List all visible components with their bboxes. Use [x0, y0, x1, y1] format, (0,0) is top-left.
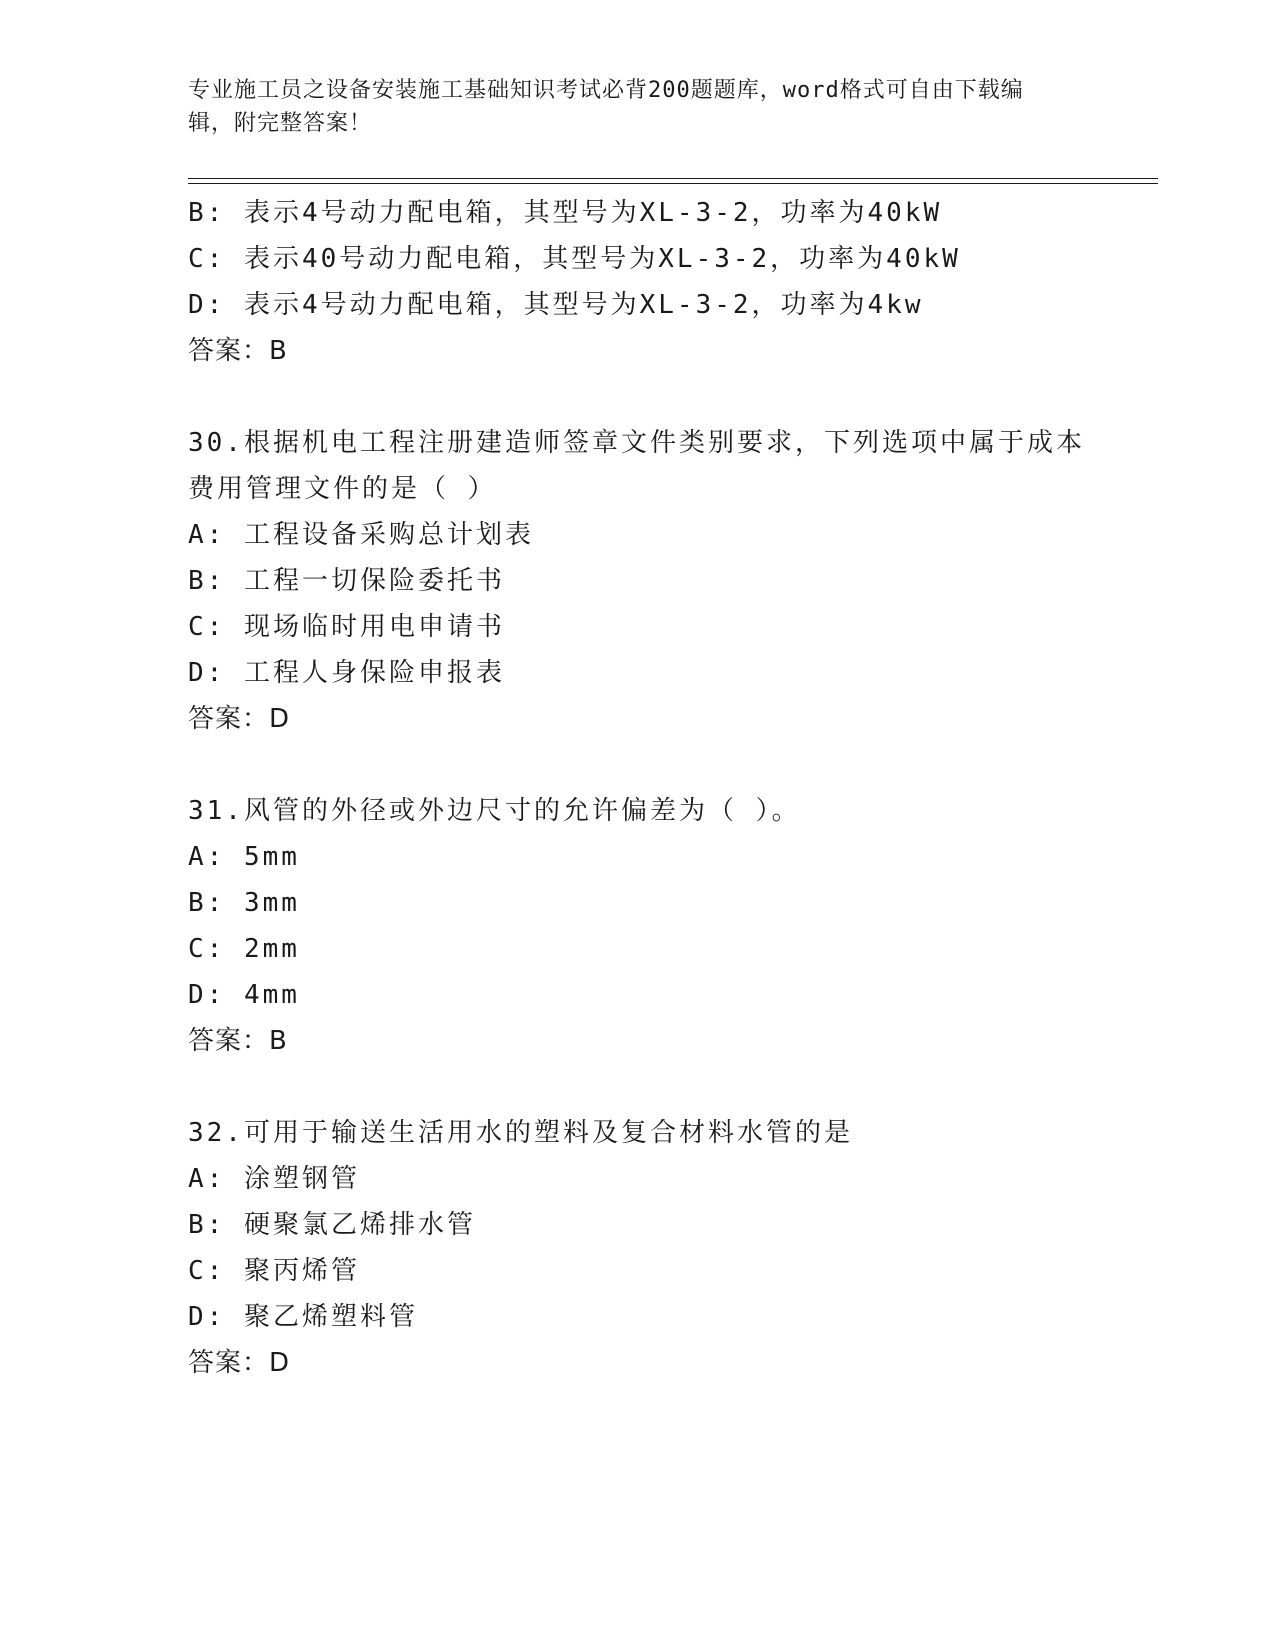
document-header: 专业施工员之设备安装施工基础知识考试必背200题题库，word格式可自由下载编辑，附完整答案！ — [188, 78, 1024, 136]
option-c: C: 2mm — [188, 934, 300, 964]
answer-line: 答案：B — [188, 336, 288, 366]
option-c: C: 聚丙烯管 — [188, 1256, 360, 1286]
option-d: D: 表示4号动力配电箱，其型号为XL-3-2，功率为4kw — [188, 290, 924, 320]
question-list — [188, 190, 1108, 1386]
option-b: B: 3mm — [188, 888, 300, 918]
question-text-line-2: 费用管理文件的是（ ） — [188, 474, 497, 504]
option-d: D: 4mm — [188, 980, 300, 1010]
header-divider-bottom — [188, 183, 1158, 184]
question-text: 32.可用于输送生活用水的塑料及复合材料水管的是 — [188, 1118, 853, 1148]
answer-line: 答案：D — [188, 704, 291, 734]
option-a: A: 工程设备采购总计划表 — [188, 520, 534, 550]
option-a: A: 5mm — [188, 842, 300, 872]
option-c: C: 表示40号动力配电箱，其型号为XL-3-2，功率为40kW — [188, 244, 961, 274]
question-block-29 — [188, 190, 1108, 374]
header-divider-top — [188, 178, 1158, 179]
answer-line: 答案：B — [188, 1026, 288, 1056]
option-b: B: 硬聚氯乙烯排水管 — [188, 1210, 476, 1240]
question-text-line-1: 30.根据机电工程注册建造师签章文件类别要求，下列选项中属于成本 — [188, 428, 1085, 458]
question-block-30 — [188, 420, 1108, 742]
option-a: A: 涂塑钢管 — [188, 1164, 360, 1194]
question-block-32 — [188, 1110, 1108, 1386]
option-d: D: 聚乙烯塑料管 — [188, 1302, 418, 1332]
question-text: 31.风管的外径或外边尺寸的允许偏差为（ ）。 — [188, 796, 801, 826]
answer-line: 答案：D — [188, 1348, 291, 1378]
option-d: D: 工程人身保险申报表 — [188, 658, 505, 688]
option-c: C: 现场临时用电申请书 — [188, 612, 505, 642]
option-b: B: 工程一切保险委托书 — [188, 566, 505, 596]
option-b: B: 表示4号动力配电箱，其型号为XL-3-2，功率为40kW — [188, 198, 943, 228]
question-block-31 — [188, 788, 1108, 1064]
